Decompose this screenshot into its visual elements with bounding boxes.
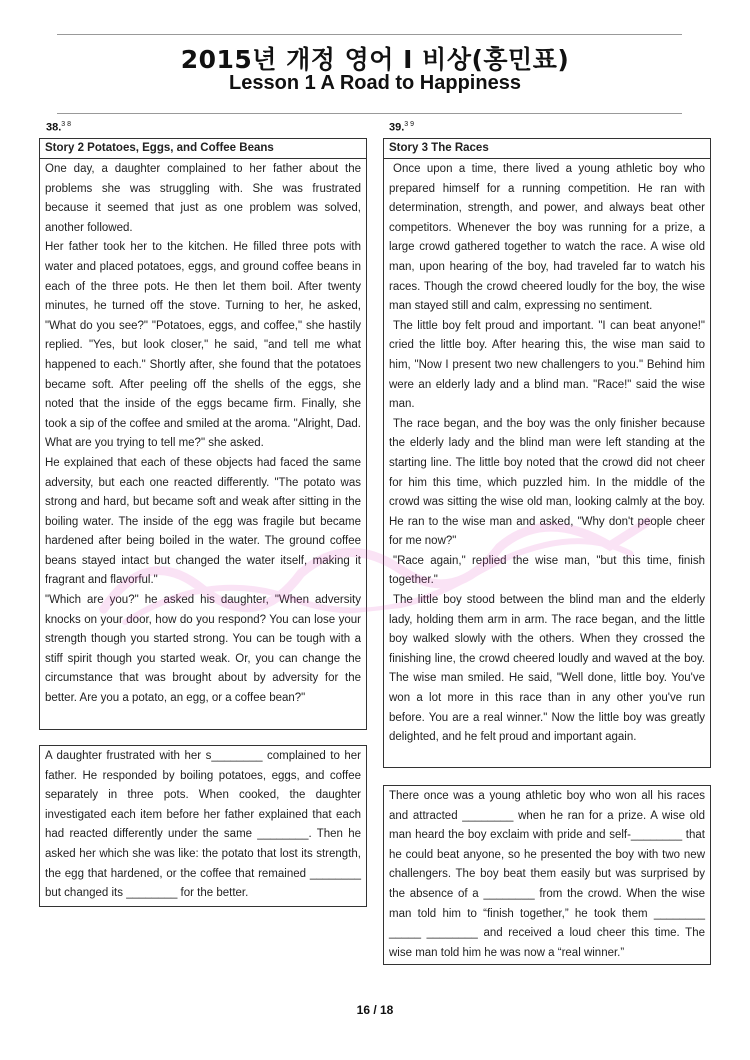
page-number: 16 / 18 bbox=[356, 1003, 394, 1017]
top-rule bbox=[57, 34, 682, 35]
passage-box-38 bbox=[39, 138, 367, 730]
question-number-38: 38.$^{3 8}$ bbox=[46, 121, 72, 134]
paragraph: One day, a daughter complained to her father about the problems she was struggling with. She was frustrated because it seemed that just as one problem was solved, another followed. bbox=[45, 163, 361, 234]
summary-box-39 bbox=[383, 785, 711, 965]
paragraph: Her father took her to the kitchen. He filled three pots with water and placed potatoes, eggs, and ground coffee beans in each of the three pots. He then let them boil. After twenty minutes, he turned off the stove. Turning to her, he asked, "What do you see?" "Potatoes, eggs, and coffee," she hastily replied. "Yes, but look closer," he said, "and tell me what happened to each." Shortly after, she found that the potatoes became soft. After peeling off the shells of the eggs, she noted that the inside of the eggs became firm. Finally, she took a sip of the coffee and smiled at the aroma. "Alright, Dad. What are you trying to tell me?" she asked. bbox=[45, 241, 361, 450]
page-title: 2015년 개정 영어 I 비상(홍민표) bbox=[180, 45, 570, 74]
paragraph: "Race again," replied the wise man, "but this time, finish together." bbox=[389, 554, 705, 587]
summary-box-38 bbox=[39, 745, 367, 907]
summary-text: A daughter frustrated with her s________ complained to her father. He responded by boiling potatoes, eggs, and coffee separately in three pots. When cooked, the daughter investigated each item before her father explained that each had reacted differently under the same ________. Then he asked her which she was like: the potato that lost its strength, the egg that hardened, or the coffee that remained ________ but changed its ________ for the better. bbox=[45, 750, 361, 900]
question-number-39: 39.$^{3 9}$ bbox=[389, 121, 415, 134]
paragraph: The little boy felt proud and important. "I can beat anyone!" cried the little boy. After hearing this, the wise man said to him, "Now I present two new challengers to you." Behind him were an elderly lady and a blind man. "Race!" said the wise man. bbox=[389, 319, 705, 411]
summary-text: There once was a young athletic boy who won all his races and attracted ________ when he ran for a prize. A wise old man heard the boy exclaim with pride and self-________ that he could beat anyone, so he presented the boy with two new challengers. The boy beat them easily but was surprised by the absence of a ________ from the crowd. When the wise man told him to “finish together,” he took them ________ _____ ________ and received a loud cheer this time. The wise man told him he was now a “real winner.” bbox=[389, 790, 705, 959]
passage-box-39 bbox=[383, 138, 711, 768]
passage-body bbox=[40, 159, 366, 712]
paragraph: He explained that each of these objects had faced the same adversity, but each one reacted differently. "The potato was strong and hard, but became soft and weak after sitting in the boiling water. The inside of the egg was fragile but became hardened after being boiled in the water. The ground coffee beans stayed intact but changed the water itself, making it fragrant and flavorful." bbox=[45, 456, 361, 587]
paragraph: The race began, and the boy was the only finisher because the elderly lady and the blind man were left standing at the starting line. The little boy noted that the crowd did not cheer for him this time, which puzzled him. In the middle of the crowd was sitting the wise old man, looking calmly at the boy. He ran to the wise man and asked, "Why don't people cheer for me now?" bbox=[389, 417, 705, 548]
passage-title: Story 3 The Races bbox=[384, 139, 710, 159]
passage-title: Story 2 Potatoes, Eggs, and Coffee Beans bbox=[40, 139, 366, 159]
paragraph: The little boy stood between the blind man and the elderly lady, holding them arm in arm. The race began, and the little boy walked slowly with the others. When they crossed the finishing line, the crowd cheered loudly and waved at the boy. The wise man smiled. He said, "Well done, little boy. You've won a lot more in this race than in any other you've run before. You are a real winner." Now the little boy was greatly delighted, and he felt proud and important again. bbox=[389, 594, 705, 744]
header-rule bbox=[57, 113, 682, 114]
lesson-subtitle: Lesson 1 A Road to Happiness bbox=[229, 72, 521, 94]
passage-body bbox=[384, 159, 710, 751]
paragraph: Once upon a time, there lived a young athletic boy who prepared himself for a running competition. He ran with determination, strength, and power, and always beat other competitors. Whenever the boy was running for a prize, a large crowd gathered together to watch the race. A wise old man, upon hearing of the boy, had traveled far to watch his races. Though the crowd cheered loudly for the boy, the wise man stayed still and calm, expressing no sentiment. bbox=[389, 163, 705, 313]
paragraph: "Which are you?" he asked his daughter, "When adversity knocks on your door, how do you respond? You can lose your strength though you started strong. You can be tough with a stiff spirit though you started weak. Or, you can change the circumstance that was brought about by adversity for the better. Are you a potato, an egg, or a coffee bean?" bbox=[45, 594, 361, 705]
